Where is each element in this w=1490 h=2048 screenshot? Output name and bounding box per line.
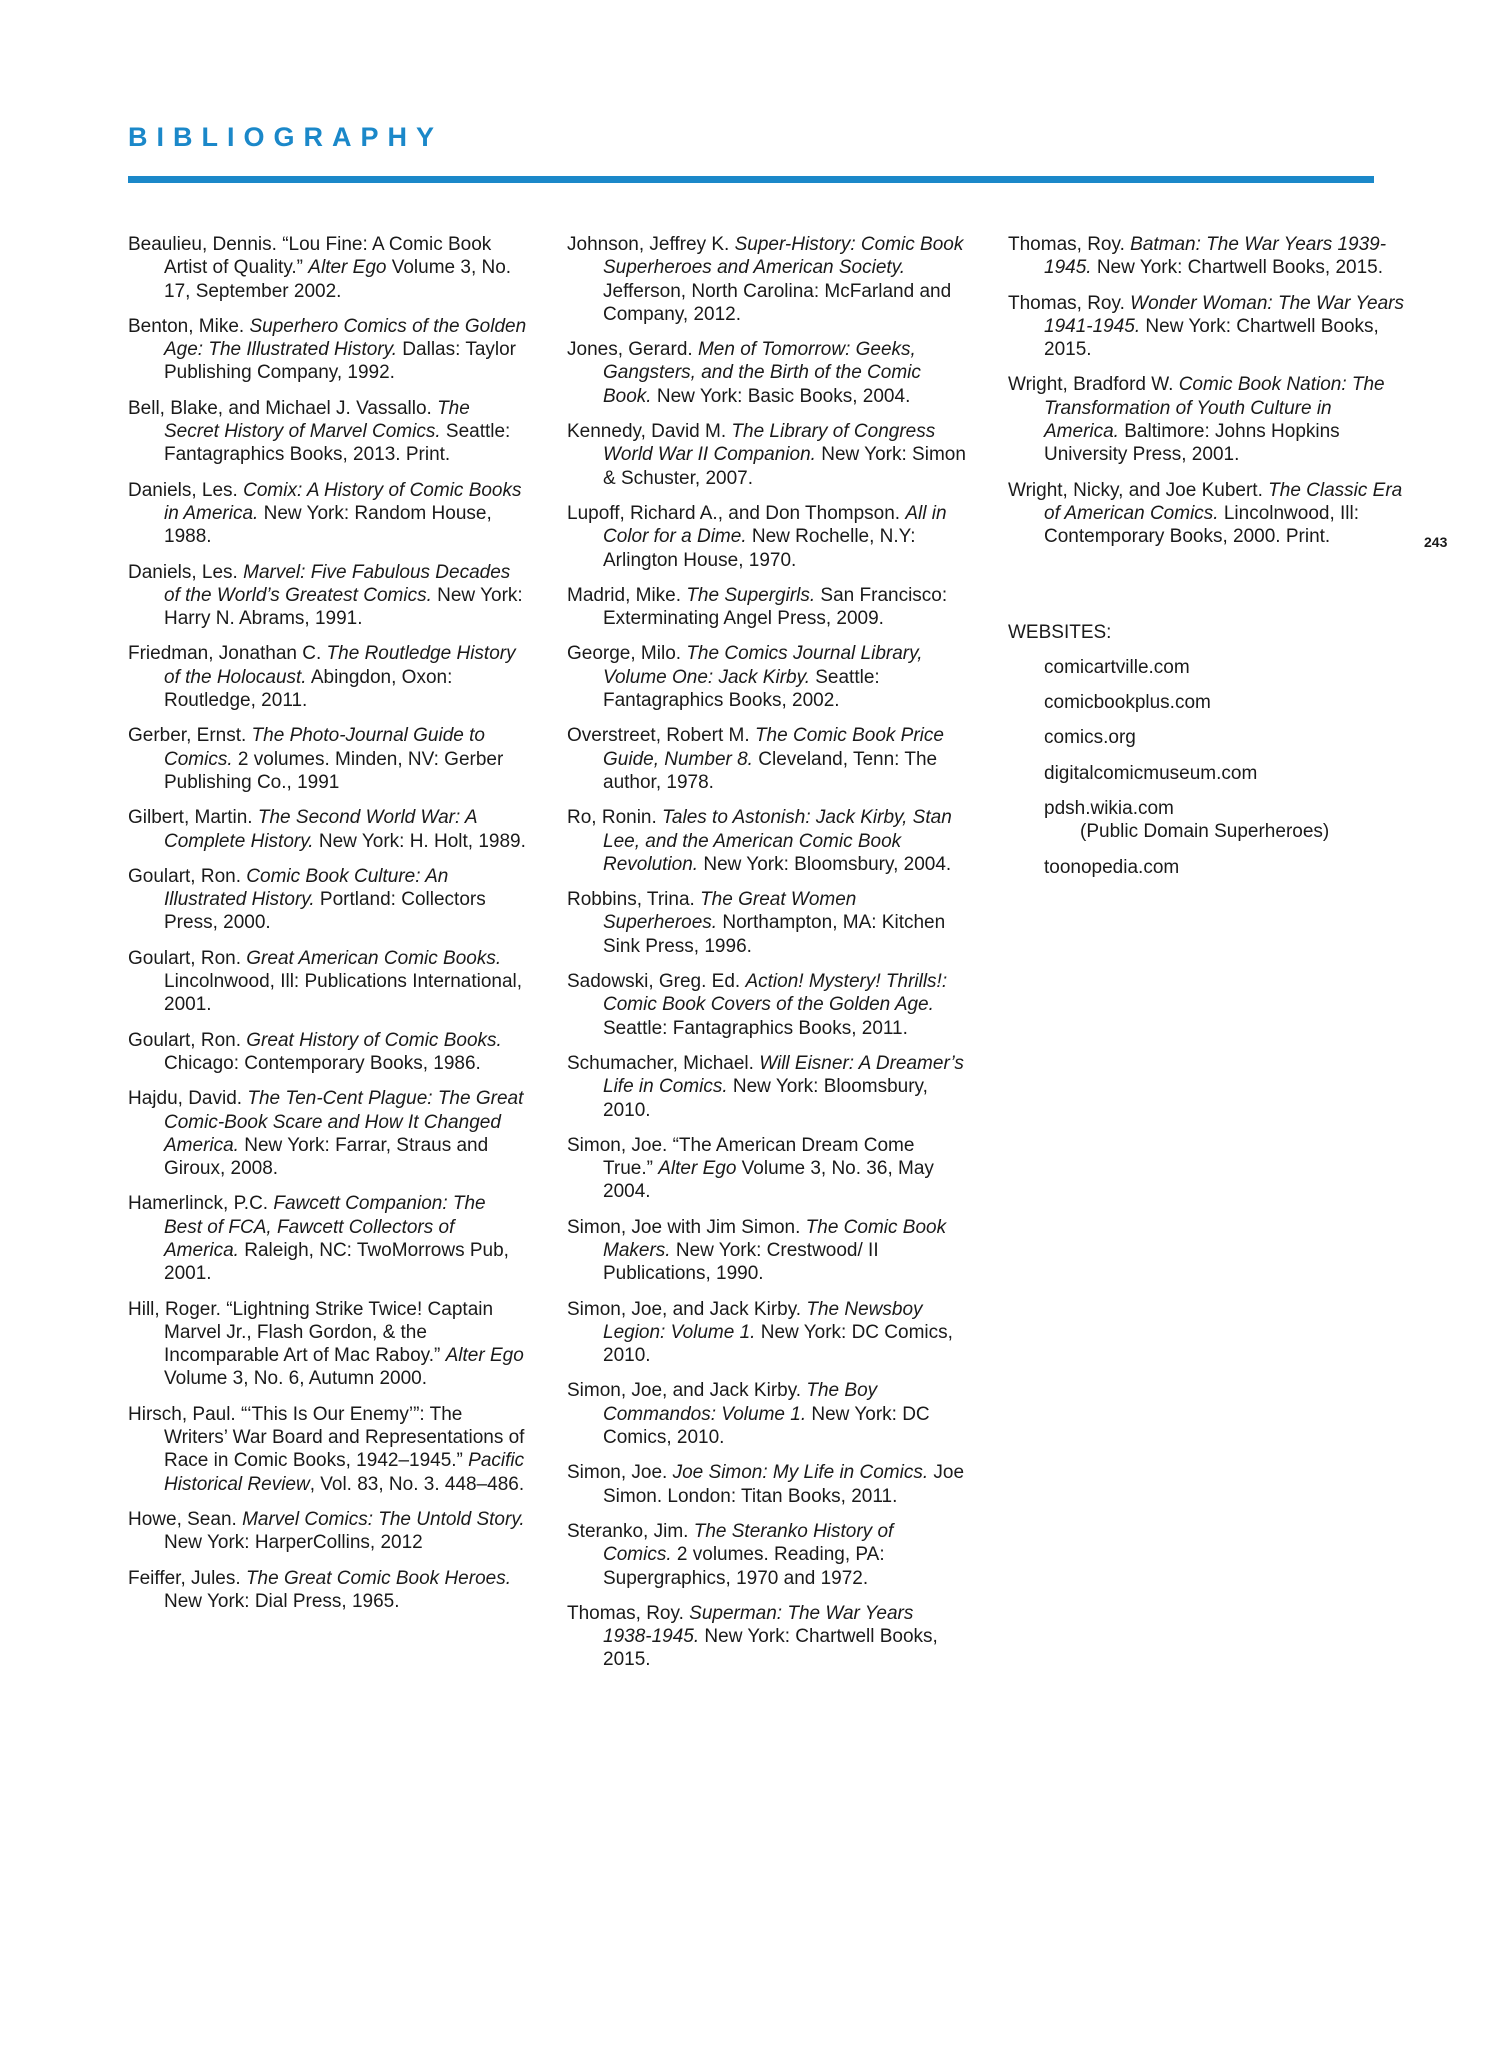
entry-publication: Chicago: Contemporary Books, 1986.: [164, 1052, 481, 1074]
entry-author: Hill, Roger. “Lightning Strike Twice! Captain Marvel Jr., Flash Gordon, & the Incomparable Art of Mac Raboy.”: [128, 1298, 494, 1367]
bibliography-entry: [128, 1403, 528, 1496]
entry-author: Overstreet, Robert M.: [567, 725, 755, 747]
entry-publication: New York: Farrar, Straus and Giroux, 2008.: [164, 1134, 489, 1180]
entry-publication: New York: DC Comics, 2010.: [603, 1403, 930, 1449]
entry-publication: New York: Harry N. Abrams, 1991.: [164, 584, 523, 630]
entry-publication: New York: Random House, 1988.: [164, 502, 492, 548]
entry-author: Wright, Bradford W.: [1008, 374, 1179, 396]
entry-work-title: Action! Mystery! Thrills!: Comic Book Covers of the Golden Age.: [603, 971, 948, 1016]
bibliography-column-1: [128, 233, 528, 1625]
entry-author: Thomas, Roy.: [1008, 292, 1131, 314]
entry-work-title: Joe Simon: My Life in Comics.: [672, 1462, 929, 1484]
bibliography-entry: [128, 315, 528, 385]
entry-publication: Baltimore: Johns Hopkins University Press, 2001.: [1044, 421, 1340, 466]
entry-work-title: Pacific Historical Review: [164, 1450, 525, 1495]
entry-work-title: Fawcett Companion: The Best of FCA, Fawcett Collectors of America.: [164, 1193, 486, 1261]
entry-author: Gilbert, Martin.: [128, 807, 258, 829]
entry-work-title: The Comics Journal Library, Volume One: Jack Kirby.: [603, 643, 923, 688]
entry-work-title: The Great Women Superheroes.: [603, 889, 857, 934]
entry-author: Hajdu, David.: [128, 1088, 248, 1110]
bibliography-entry: [567, 806, 967, 876]
entry-author: Wright, Nicky, and Joe Kubert.: [1008, 479, 1269, 501]
website-link-comics-org[interactable]: comics.org: [1044, 727, 1136, 749]
entry-publication: Joe Simon. London: Titan Books, 2011.: [603, 1462, 965, 1507]
entry-author: Goulart, Ron.: [128, 947, 247, 969]
entry-work-title: The Second World War: A Complete History.: [164, 807, 477, 852]
bibliography-entry: [1008, 373, 1408, 466]
entry-publication: New York: Bloomsbury, 2010.: [603, 1076, 928, 1121]
entry-work-title: Alter Ego: [308, 257, 387, 279]
entry-author: Thomas, Roy.: [1008, 234, 1131, 255]
bibliography-entry: [567, 502, 967, 572]
entry-publication: Seattle: Fantagraphics Books, 2011.: [603, 1017, 908, 1039]
entry-publication: New York: Chartwell Books, 2015.: [1091, 257, 1384, 279]
entry-work-title: Marvel Comics: The Untold Story.: [242, 1508, 525, 1530]
website-link-comicbookplus[interactable]: comicbookplus.com: [1044, 692, 1211, 714]
bibliography-entry: [128, 1298, 528, 1391]
entry-author: Ro, Ronin.: [567, 807, 663, 829]
entry-work-title: The Supergirls.: [686, 584, 816, 606]
page-number: 243: [1424, 534, 1448, 550]
entry-publication: Lincolnwood, Ill: Publications International, 2001.: [164, 971, 523, 1016]
entry-publication: Volume 3, No. 17, September 2002.: [164, 257, 512, 302]
entry-work-title: Superman: The War Years 1938-1945.: [603, 1602, 914, 1648]
entry-author: Friedman, Jonathan C.: [128, 643, 327, 665]
website-note: (Public Domain Superheroes): [1080, 821, 1330, 843]
entry-author: Robbins, Trina.: [567, 889, 701, 911]
entry-work-title: Alter Ego: [445, 1345, 524, 1367]
bibliography-entry: [567, 1520, 967, 1590]
bibliography-entry: [128, 865, 528, 935]
entry-work-title: Batman: The War Years 1939-1945.: [1044, 234, 1387, 279]
entry-author: Daniels, Les.: [128, 561, 244, 583]
entry-publication: New York: Basic Books, 2004.: [651, 385, 911, 407]
entry-publication: Jefferson, North Carolina: McFarland and Company, 2012.: [603, 280, 952, 325]
entry-publication: Volume 3, No. 6, Autumn 2000.: [164, 1368, 428, 1390]
entry-publication: New York: Chartwell Books, 2015.: [603, 1626, 938, 1671]
bibliography-entry: [128, 642, 528, 712]
entry-work-title: The Secret History of Marvel Comics.: [164, 397, 470, 443]
entry-work-title: Will Eisner: A Dreamer’s Life in Comics.: [603, 1052, 964, 1098]
websites-heading: WEBSITES:: [1008, 621, 1112, 643]
bibliography-entry: [567, 1052, 967, 1122]
entry-author: Beaulieu, Dennis. “Lou Fine: A Comic Book Artist of Quality.”: [128, 234, 492, 279]
entry-publication: Abingdon, Oxon: Routledge, 2011.: [164, 666, 453, 712]
entry-author: Feiffer, Jules.: [128, 1567, 246, 1589]
entry-author: Lupoff, Richard A., and Don Thompson.: [567, 502, 906, 524]
entry-author: Schumacher, Michael.: [567, 1052, 760, 1074]
entry-work-title: The Great Comic Book Heroes.: [245, 1567, 511, 1589]
entry-work-title: Marvel: Five Fabulous Decades of the World’s Greatest Comics.: [164, 561, 511, 606]
bibliography-entry: [128, 806, 528, 853]
bibliography-entry: [128, 1508, 528, 1555]
bibliography-entry: [128, 724, 528, 794]
bibliography-entry: [128, 1087, 528, 1180]
bibliography-entry: [128, 561, 528, 631]
entry-work-title: Superhero Comics of the Golden Age: The Illustrated History.: [164, 315, 527, 361]
bibliography-entry: [567, 1216, 967, 1286]
entry-author: Bell, Blake, and Michael J. Vassallo.: [128, 397, 438, 419]
entry-publication: Northampton, MA: Kitchen Sink Press, 1996.: [603, 912, 946, 957]
bibliography-entry: [1008, 479, 1408, 549]
entry-author: Simon, Joe.: [567, 1462, 673, 1484]
entry-work-title: Super-History: Comic Book Superheroes and American Society.: [603, 234, 964, 279]
entry-publication: New Rochelle, N.Y: Arlington House, 1970.: [603, 526, 916, 571]
entry-author: Hirsch, Paul. “‘This Is Our Enemy’”: The Writers’ War Board and Representations of Race in Comic Books, 1942–1945.”: [128, 1403, 525, 1472]
entry-publication: New York: H. Holt, 1989.: [313, 830, 526, 852]
entry-publication: Portland: Collectors Press, 2000.: [164, 889, 486, 934]
bibliography-entry: [128, 1567, 528, 1614]
entry-work-title: The Steranko History of Comics.: [603, 1520, 894, 1566]
entry-work-title: The Newsboy Legion: Volume 1.: [603, 1298, 923, 1343]
entry-author: Madrid, Mike.: [567, 584, 687, 606]
entry-author: Steranko, Jim.: [567, 1520, 694, 1542]
entry-work-title: The Comic Book Price Guide, Number 8.: [603, 725, 944, 770]
entry-work-title: Great American Comic Books.: [246, 947, 502, 969]
bibliography-entry: [567, 584, 967, 631]
bibliography-entry: [128, 397, 528, 467]
entry-author: Johnson, Jeffrey K.: [567, 234, 735, 255]
bibliography-entry: [1008, 233, 1408, 280]
entry-work-title: The Ten-Cent Plague: The Great Comic-Book Scare and How It Changed America.: [164, 1088, 524, 1156]
bibliography-entry: [567, 888, 967, 958]
entry-publication: 2 volumes. Reading, PA: Supergraphics, 1970 and 1972.: [603, 1544, 885, 1589]
entry-author: Thomas, Roy.: [567, 1602, 690, 1624]
entry-author: Goulart, Ron.: [128, 1029, 247, 1051]
bibliography-entry: [567, 1602, 967, 1672]
entry-work-title: Comix: A History of Comic Books in America.: [164, 479, 522, 524]
entry-publication: Seattle: Fantagraphics Books, 2013. Print.: [164, 421, 511, 466]
entry-work-title: The Classic Era of American Comics.: [1044, 479, 1403, 524]
entry-work-title: The Boy Commandos: Volume 1.: [603, 1380, 878, 1425]
bibliography-entry: [128, 947, 528, 1017]
bibliography-entry: [128, 479, 528, 549]
website-link-pdsh-wikia[interactable]: pdsh.wikia.com: [1044, 798, 1174, 820]
bibliography-entry: [567, 642, 967, 712]
bibliography-entry: [567, 970, 967, 1040]
bibliography-entry: [567, 1134, 967, 1204]
entry-work-title: The Comic Book Makers.: [603, 1216, 947, 1261]
entry-work-title: Comic Book Culture: An Illustrated History.: [164, 865, 449, 911]
entry-publication: Lincolnwood, Ill: Contemporary Books, 2000. Print.: [1044, 502, 1360, 548]
entry-author: Simon, Joe. “The American Dream Come True.”: [567, 1134, 915, 1180]
entry-work-title: All in Color for a Dime.: [603, 502, 947, 548]
entry-publication: Seattle: Fantagraphics Books, 2002.: [603, 666, 880, 712]
entry-publication: New York: Chartwell Books, 2015.: [1044, 315, 1379, 361]
entry-work-title: Great History of Comic Books.: [246, 1029, 502, 1051]
website-link-toonopedia[interactable]: toonopedia.com: [1044, 856, 1180, 878]
page-title: BIBLIOGRAPHY: [128, 122, 444, 152]
entry-publication: New York: DC Comics, 2010.: [603, 1321, 953, 1367]
entry-author: Daniels, Les.: [128, 479, 244, 501]
entry-author: Gerber, Ernst.: [128, 725, 252, 747]
entry-publication: New York: Crestwood/ II Publications, 1990.: [603, 1239, 879, 1285]
entry-author: Benton, Mike.: [128, 315, 250, 337]
entry-author: Goulart, Ron.: [128, 865, 247, 887]
entry-work-title: Men of Tomorrow: Geeks, Gangsters, and the Birth of the Comic Book.: [603, 339, 921, 407]
bibliography-entry: [128, 233, 528, 303]
entry-author: George, Milo.: [567, 643, 687, 665]
entry-work-title: Tales to Astonish: Jack Kirby, Stan Lee, and the American Comic Book Revolution.: [603, 807, 952, 875]
bibliography-entry: [567, 724, 967, 794]
entry-publication: 2 volumes. Minden, NV: Gerber Publishing Co., 1991: [164, 748, 504, 793]
bibliography-column-2: [567, 233, 967, 1684]
entry-publication: Raleigh, NC: TwoMorrows Pub, 2001.: [164, 1239, 509, 1285]
entry-author: Jones, Gerard.: [567, 339, 698, 361]
entry-publication: New York: HarperCollins, 2012: [164, 1532, 423, 1554]
website-link-comicartville[interactable]: comicartville.com: [1044, 656, 1190, 678]
entry-author: Howe, Sean.: [128, 1508, 243, 1530]
entry-author: Simon, Joe, and Jack Kirby.: [567, 1380, 807, 1402]
website-link-digitalcomicmuseum[interactable]: digitalcomicmuseum.com: [1044, 762, 1258, 784]
entry-publication: , Vol. 83, No. 3. 448–486.: [309, 1473, 525, 1495]
bibliography-column-3: [1008, 233, 1408, 891]
entry-work-title: Alter Ego: [658, 1158, 737, 1180]
bibliography-entry: [1008, 292, 1408, 362]
entry-publication: Dallas: Taylor Publishing Company, 1992.: [164, 339, 517, 384]
entry-author: Simon, Joe, and Jack Kirby.: [567, 1298, 807, 1320]
entry-publication: San Francisco: Exterminating Angel Press, 2009.: [603, 584, 948, 630]
entry-work-title: The Library of Congress World War II Companion.: [603, 421, 936, 466]
entry-author: Simon, Joe with Jim Simon.: [567, 1216, 806, 1238]
entry-author: Sadowski, Greg. Ed.: [567, 971, 746, 993]
bibliography-entry: [567, 1298, 967, 1368]
bibliography-entry: [567, 338, 967, 408]
entry-publication: New York: Bloomsbury, 2004.: [698, 853, 952, 875]
entry-publication: New York: Simon & Schuster, 2007.: [603, 444, 966, 489]
entry-author: Kennedy, David M.: [567, 421, 732, 443]
entry-work-title: Wonder Woman: The War Years 1941-1945.: [1044, 292, 1404, 337]
bibliography-entry: [567, 1379, 967, 1449]
entry-work-title: The Photo-Journal Guide to Comics.: [164, 725, 485, 770]
entry-publication: New York: Dial Press, 1965.: [164, 1590, 400, 1612]
bibliography-entry: [128, 1192, 528, 1285]
entry-work-title: The Routledge History of the Holocaust.: [164, 643, 516, 688]
bibliography-entry: [567, 1461, 967, 1508]
title-rule: [128, 176, 1374, 183]
entry-work-title: Comic Book Nation: The Transformation of Youth Culture in America.: [1044, 374, 1385, 443]
entry-author: Hamerlinck, P.C.: [128, 1193, 274, 1215]
bibliography-entry: [567, 233, 967, 326]
entry-publication: Volume 3, No. 36, May 2004.: [603, 1158, 934, 1203]
entry-publication: Cleveland, Tenn: The author, 1978.: [603, 748, 938, 793]
bibliography-entry: [128, 1029, 528, 1076]
bibliography-column-3-entries: [1008, 233, 1408, 549]
bibliography-entry: [567, 420, 967, 490]
